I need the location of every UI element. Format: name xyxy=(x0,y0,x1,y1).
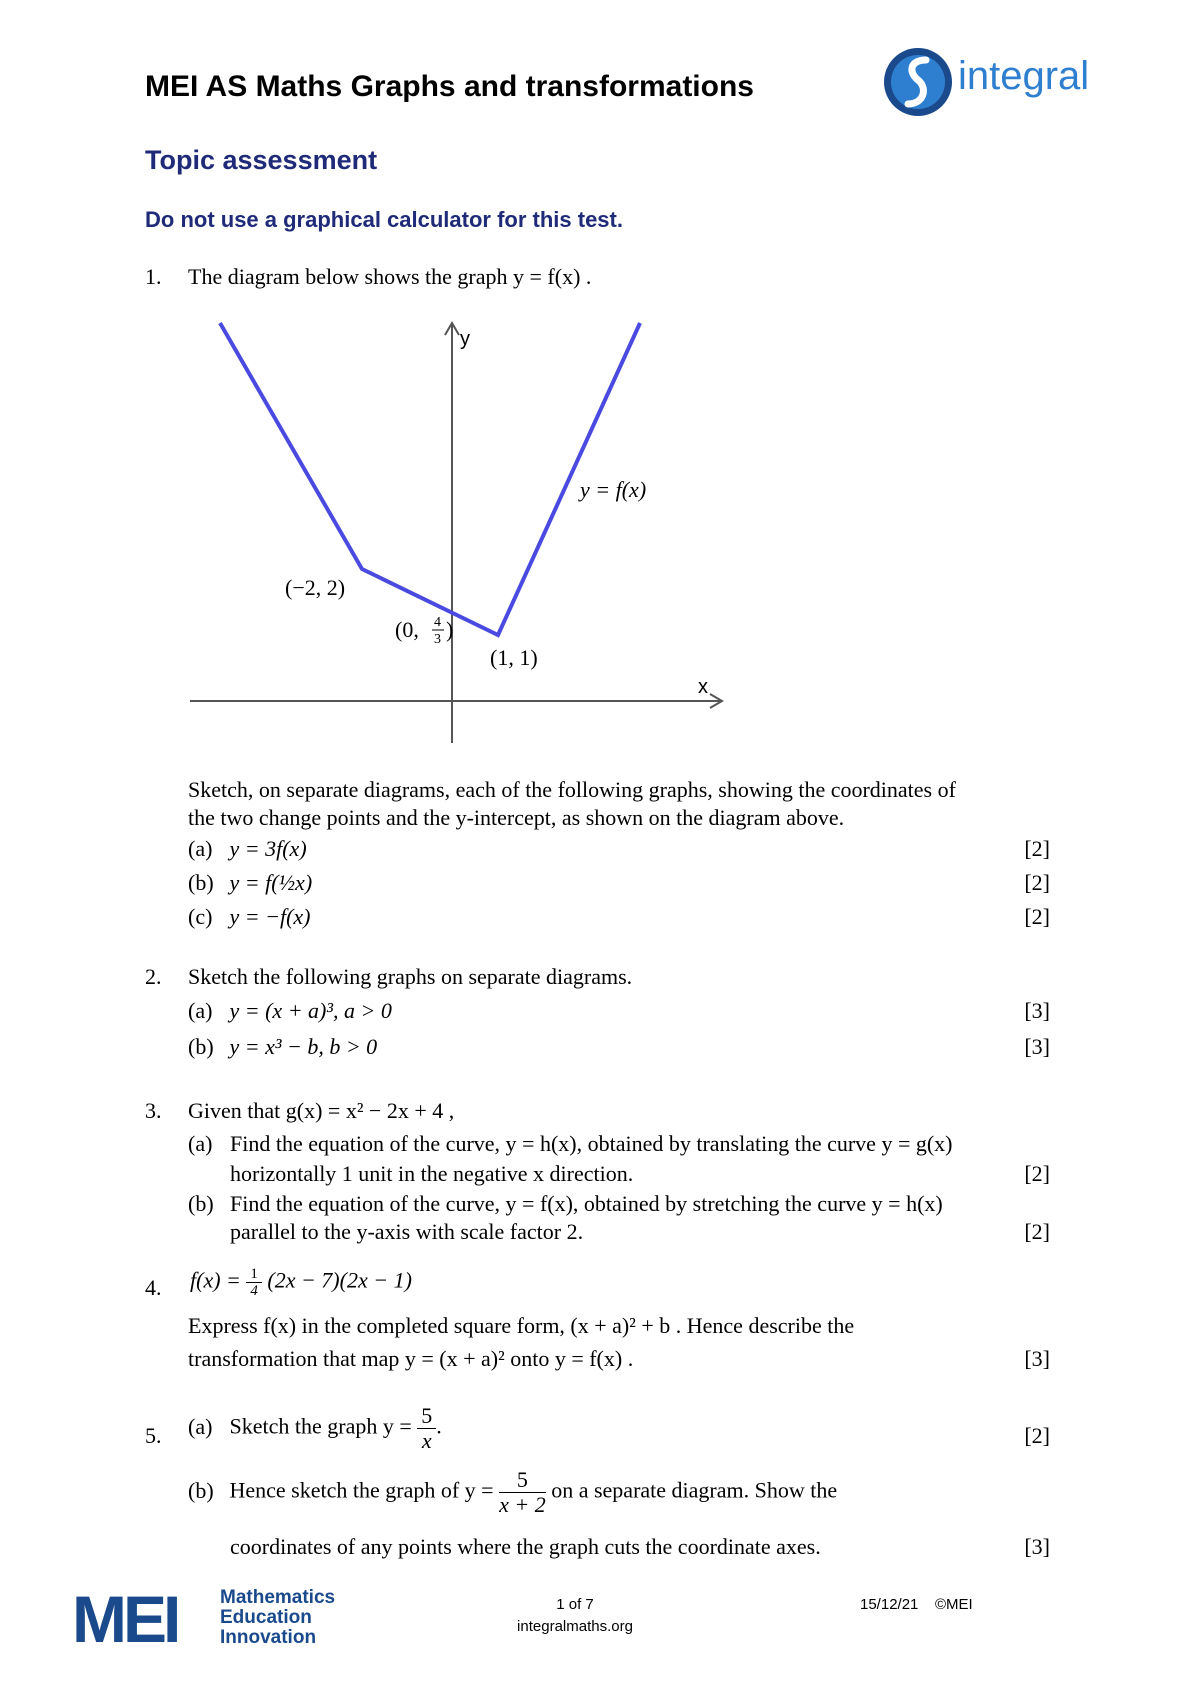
q2-intro: Sketch the following graphs on separate diagrams. xyxy=(188,964,633,989)
q4-number: 4. xyxy=(145,1275,162,1300)
page-number: 1 of 7 xyxy=(556,1596,594,1613)
mei-logo-letters: MEI xyxy=(72,1582,178,1656)
q5-part-b-line2: coordinates of any points where the graph cuts the coordinate axes. xyxy=(230,1534,821,1559)
q1-part-b-marks: [2] xyxy=(1024,870,1050,895)
q1-number: 1. xyxy=(145,264,162,289)
q3-number: 3. xyxy=(145,1098,162,1123)
curve-label: y = f(x) xyxy=(580,477,647,502)
mei-line-3: Innovation xyxy=(220,1627,317,1648)
point-b-label: (0, xyxy=(395,617,419,642)
mei-line-2: Education xyxy=(220,1607,312,1628)
q3-part-b-line1: Find the equation of the curve, y = f(x), obtained by stretching the curve y = h(x) xyxy=(230,1191,943,1216)
q1-part-b: (b) y = f(½x) xyxy=(188,870,313,895)
svg-text:): ) xyxy=(446,617,454,642)
calculator-warning: Do not use a graphical calculator for this test. xyxy=(145,207,623,232)
point-b-den: 3 xyxy=(434,632,441,647)
integral-logo-text: integral xyxy=(958,54,1090,98)
mei-line-1: Mathematics xyxy=(220,1587,336,1608)
q5-part-b: (b) Hence sketch the graph of y = $\frac{5}{x + 2}$ on a separate diagram. Show the xyxy=(188,1467,838,1517)
q2-part-b-marks: [3] xyxy=(1024,1034,1050,1059)
q3-part-b-marks: [2] xyxy=(1024,1219,1050,1244)
integral-logo xyxy=(880,42,1110,122)
q1-part-a-marks: [2] xyxy=(1024,836,1050,861)
q4-line2: transformation that map y = (x + a)² onto y = f(x) . xyxy=(188,1346,634,1371)
q3-intro: Given that g(x) = x² − 2x + 4 , xyxy=(188,1098,455,1123)
point-c-label: (1, 1) xyxy=(490,645,538,670)
point-a-label: (−2, 2) xyxy=(285,575,346,600)
q1-intro: The diagram below shows the graph y = f(x) . xyxy=(188,264,592,289)
q5-number: 5. xyxy=(145,1423,162,1448)
q2-number: 2. xyxy=(145,964,162,989)
q2-part-a-marks: [3] xyxy=(1024,998,1050,1023)
point-b-num: 4 xyxy=(434,615,441,630)
q1-graph xyxy=(180,315,740,745)
q3-part-b-line2: parallel to the y-axis with scale factor 2. xyxy=(230,1219,584,1244)
q4-formula: f(x) = $\frac{1}{4}$ (2x − 7)(2x − 1) xyxy=(190,1266,412,1299)
q5-part-b-marks: [3] xyxy=(1024,1534,1050,1559)
section-title: Topic assessment xyxy=(145,145,378,175)
q1-instruction-line2: the two change points and the y-intercept, as shown on the diagram above. xyxy=(188,805,845,830)
q5-part-a-marks: [2] xyxy=(1024,1423,1050,1448)
page-title: MEI AS Maths Graphs and transformations xyxy=(145,70,754,103)
q2-part-b: (b) y = x³ − b, b > 0 xyxy=(188,1034,378,1059)
q3-part-b-label: (b) xyxy=(188,1191,214,1216)
q4-line1: Express f(x) in the completed square form, (x + a)² + b . Hence describe the xyxy=(188,1313,855,1338)
footer-date: 15/12/21 xyxy=(860,1596,919,1613)
q1-part-c: (c) y = −f(x) xyxy=(188,904,311,929)
q3-part-a-label: (a) xyxy=(188,1131,213,1156)
mei-logo xyxy=(72,1582,336,1656)
q3-part-a-line2: horizontally 1 unit in the negative x direction. xyxy=(230,1161,634,1186)
x-axis-label: x xyxy=(698,676,708,698)
q1-instruction-line1: Sketch, on separate diagrams, each of the following graphs, showing the coordinates of xyxy=(188,777,956,802)
footer-copyright: ©MEI xyxy=(935,1596,973,1613)
f-curve xyxy=(220,323,640,635)
q5-part-a: (a) Sketch the graph y = $\frac{5}{x}$ . xyxy=(188,1403,442,1453)
q3-part-a-marks: [2] xyxy=(1024,1161,1050,1186)
q4-marks: [3] xyxy=(1024,1346,1050,1371)
q1-part-c-marks: [2] xyxy=(1024,904,1050,929)
q1-part-a: (a) y = 3f(x) xyxy=(188,836,307,861)
site-url[interactable]: integralmaths.org xyxy=(517,1618,633,1635)
q3-part-a-line1: Find the equation of the curve, y = h(x), obtained by translating the curve y = g(x) xyxy=(230,1131,953,1156)
y-axis-label: y xyxy=(460,328,470,350)
q2-part-a: (a) y = (x + a)³, a > 0 xyxy=(188,998,392,1023)
